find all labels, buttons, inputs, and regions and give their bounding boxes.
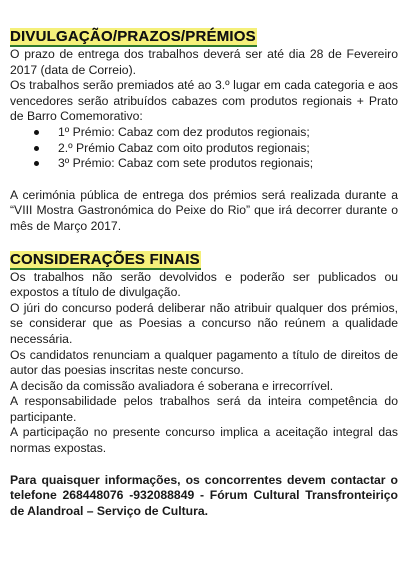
section-consideracoes	[10, 251, 398, 457]
prize-item: 2.º Prémio Cabaz com oito produtos regionais;	[34, 141, 398, 157]
bullet-icon	[34, 130, 39, 135]
consideration-item: Os candidatos renunciam a qualquer pagamento a título de direitos de autor das poesias inscritas neste concurso.	[10, 347, 398, 378]
consideration-item: A responsabilidade pelos trabalhos será da inteira competência do participante.	[10, 394, 398, 424]
deadline-paragraph: O prazo de entrega dos trabalhos deverá ser até dia 28 de Fevereiro 2017 (data de Correio).	[10, 47, 398, 77]
ceremony-paragraph: A cerimónia pública de entrega dos prémios será realizada durante a “VIII Mostra Gastronómica do Peixe do Rio” que irá decorrer durante o mês de Março 2017.	[10, 187, 398, 233]
section-title-divulgacao: DIVULGAÇÃO/PRAZOS/PRÉMIOS	[10, 28, 256, 45]
bullet-icon	[34, 146, 39, 151]
document-page	[10, 28, 398, 519]
contact-paragraph: Para quaisquer informações, os concorrentes devem contactar o telefone 268448076 -932088849 - Fórum Cultural Transfronteiriço de Alandroal – Serviço de Cultura.	[10, 472, 398, 518]
prizes-intro-paragraph: Os trabalhos serão premiados até ao 3.º lugar em cada categoria e aos vencedores serão atribuídos cabazes com produtos regionais + Prato de Barro Comemorativo:	[10, 78, 398, 124]
prize-item: 3º Prémio: Cabaz com sete produtos regionais;	[34, 156, 398, 172]
consideration-item: A decisão da comissão avaliadora é soberana e irrecorrível.	[10, 378, 334, 393]
prize-item: 1º Prémio: Cabaz com dez produtos regionais;	[34, 125, 398, 141]
consideration-item: Os trabalhos não serão devolvidos e poderão ser publicados ou expostos a título de divulgação.	[10, 269, 398, 300]
consideration-item: A participação no presente concurso implica a aceitação integral das normas expostas.	[10, 425, 398, 456]
section-divulgacao	[10, 28, 398, 235]
prize-list	[10, 125, 398, 172]
section-title-consideracoes: CONSIDERAÇÕES FINAIS	[10, 250, 200, 268]
bullet-icon	[34, 161, 39, 166]
consideration-item: O júri do concurso poderá deliberar não atribuir qualquer dos prémios, se considerar que as Poesias a concurso não reúnem a qualidade necessária.	[10, 300, 398, 346]
